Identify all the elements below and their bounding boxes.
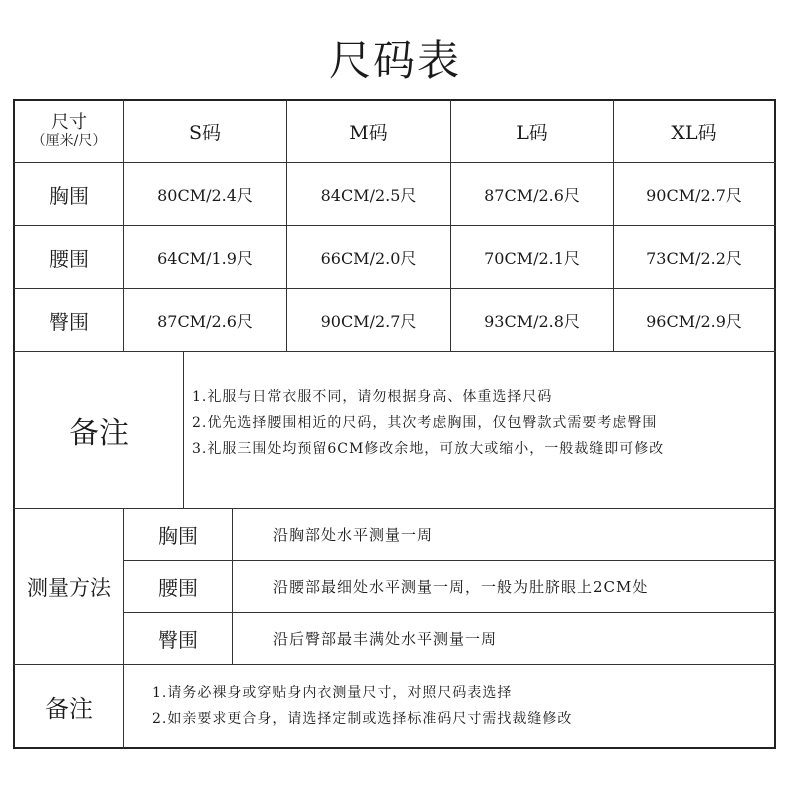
measure-part-waist: 腰围 bbox=[158, 576, 198, 600]
size-header-xl: XL码 bbox=[671, 122, 717, 144]
remarks-2-note-1: 1.请务必裸身或穿贴身内衣测量尺寸，对照尺码表选择 bbox=[152, 685, 513, 701]
remarks-2-label: 备注 bbox=[45, 694, 93, 723]
remarks-label: 备注 bbox=[69, 416, 129, 451]
size-header-l: L码 bbox=[516, 122, 548, 144]
size-header-m: M码 bbox=[349, 122, 388, 144]
measure-desc-waist: 沿腰部最细处水平测量一周，一般为肚脐眼上2CM处 bbox=[273, 578, 649, 596]
size-header-s: S码 bbox=[188, 122, 222, 144]
waist-s-value: 64CM/1.9尺 bbox=[157, 248, 253, 268]
measure-part-chest: 胸围 bbox=[158, 524, 198, 548]
corner-header-title: 尺寸 bbox=[51, 111, 87, 133]
hip-s-value: 87CM/2.6尺 bbox=[157, 311, 253, 331]
chest-m-value: 84CM/2.5尺 bbox=[320, 185, 417, 205]
row-label-waist: 腰围 bbox=[49, 246, 89, 271]
chest-xl-value: 90CM/2.7尺 bbox=[646, 185, 742, 205]
remarks-note-1: 1.礼服与日常衣服不同，请勿根据身高、体重选择尺码 bbox=[192, 389, 553, 405]
remarks-note-2: 2.优先选择腰围相近的尺码，其次考虑胸围，仅包臀款式需要考虑臀围 bbox=[192, 415, 658, 431]
corner-header bbox=[15, 101, 123, 162]
remarks-2-notes bbox=[152, 680, 572, 732]
measure-method-label: 测量方法 bbox=[27, 575, 111, 600]
chest-l-value: 87CM/2.6尺 bbox=[484, 185, 580, 205]
hip-m-value: 90CM/2.7尺 bbox=[320, 311, 417, 331]
waist-xl-value: 73CM/2.2尺 bbox=[646, 248, 742, 268]
waist-m-value: 66CM/2.0尺 bbox=[320, 248, 417, 268]
remarks-2-note-2: 2.如亲要求更合身，请选择定制或选择标准码尺寸需找裁缝修改 bbox=[152, 711, 573, 727]
hip-l-value: 93CM/2.8尺 bbox=[484, 311, 580, 331]
grid-line bbox=[13, 664, 776, 665]
measure-desc-hip: 沿后臀部最丰满处水平测量一周 bbox=[273, 630, 498, 648]
corner-header-unit: （厘米/尺） bbox=[31, 132, 107, 149]
waist-l-value: 70CM/2.1尺 bbox=[484, 248, 580, 268]
page-title: 尺码表 bbox=[328, 36, 461, 85]
row-label-hip: 臀围 bbox=[49, 309, 89, 334]
hip-xl-value: 96CM/2.9尺 bbox=[646, 311, 742, 331]
remarks-notes bbox=[192, 384, 664, 462]
remarks-note-3: 3.礼服三围处均预留6CM修改余地，可放大或缩小，一般裁缝即可修改 bbox=[192, 441, 665, 457]
grid-line bbox=[183, 351, 184, 508]
measure-part-hip: 臀围 bbox=[158, 628, 198, 652]
measure-desc-chest: 沿胸部处水平测量一周 bbox=[273, 526, 434, 544]
chest-s-value: 80CM/2.4尺 bbox=[157, 185, 253, 205]
row-label-chest: 胸围 bbox=[49, 183, 89, 208]
